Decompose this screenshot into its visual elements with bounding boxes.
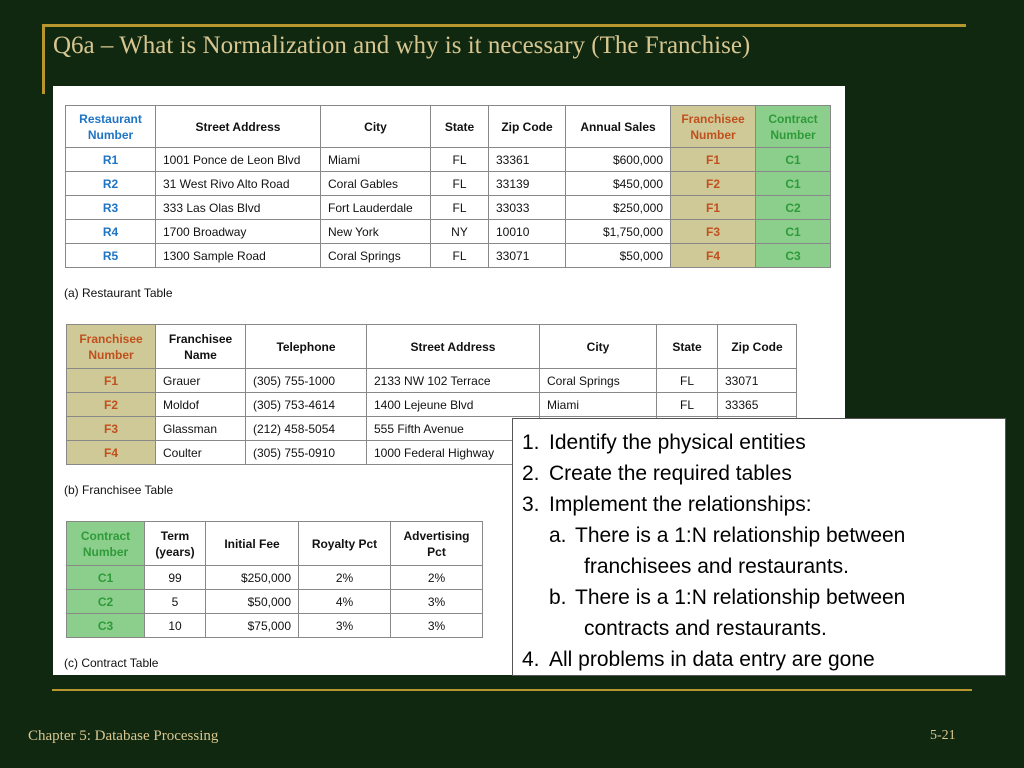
col-franchisee-name: Franchisee Name (156, 325, 246, 369)
cell: $250,000 (206, 566, 299, 590)
table-header-row (67, 325, 797, 369)
col-city: City (540, 325, 657, 369)
cell: C1 (756, 172, 831, 196)
restaurant-table (65, 105, 831, 268)
cell: FL (657, 393, 718, 417)
col-restaurant-number: Restaurant Number (66, 106, 156, 148)
cell: C1 (67, 566, 145, 590)
cell: F3 (67, 417, 156, 441)
cell: 33033 (489, 196, 566, 220)
cell: C3 (67, 614, 145, 638)
cell: $600,000 (566, 148, 671, 172)
col-telephone: Telephone (246, 325, 367, 369)
col-zip-code: Zip Code (489, 106, 566, 148)
col-franchisee-number: Franchisee Number (67, 325, 156, 369)
cell: Coulter (156, 441, 246, 465)
list-number: 1. (522, 431, 540, 454)
cell: (305) 755-1000 (246, 369, 367, 393)
contract-table (66, 521, 483, 638)
col-city: City (321, 106, 431, 148)
cell: Miami (540, 393, 657, 417)
cell: Glassman (156, 417, 246, 441)
col-annual-sales: Annual Sales (566, 106, 671, 148)
cell: $50,000 (206, 590, 299, 614)
cell: FL (431, 172, 489, 196)
cell: F1 (67, 369, 156, 393)
table-row (67, 614, 483, 638)
list-number: 3. (522, 493, 540, 516)
cell: 3% (391, 614, 483, 638)
table-row (66, 148, 831, 172)
col-royalty-pct: Royalty Pct (299, 522, 391, 566)
table-row (66, 220, 831, 244)
list-item (522, 458, 1005, 489)
cell: F4 (671, 244, 756, 268)
cell: 10010 (489, 220, 566, 244)
cell: C3 (756, 244, 831, 268)
list-text: All problems in data entry are gone (549, 648, 875, 671)
table-row (66, 244, 831, 268)
cell: FL (431, 244, 489, 268)
cell: C1 (756, 148, 831, 172)
col-term-years: Term (years) (145, 522, 206, 566)
cell: 99 (145, 566, 206, 590)
cell: F1 (671, 148, 756, 172)
list-number: 4. (522, 648, 540, 671)
restaurant-table-caption: (a) Restaurant Table (64, 286, 173, 300)
left-rule (42, 24, 45, 94)
sub-list-item (522, 582, 1005, 613)
cell: C2 (756, 196, 831, 220)
cell: C2 (67, 590, 145, 614)
col-contract-number: Contract Number (756, 106, 831, 148)
cell: 3% (299, 614, 391, 638)
cell: 4% (299, 590, 391, 614)
bottom-rule (52, 689, 972, 691)
footer-page-number: 5-21 (930, 728, 956, 743)
table-row (66, 196, 831, 220)
cell: F1 (671, 196, 756, 220)
list-text: There is a 1:N relationship between (575, 586, 906, 609)
cell: New York (321, 220, 431, 244)
sub-list-item (522, 520, 1005, 551)
list-text: There is a 1:N relationship between (575, 524, 906, 547)
cell: 33365 (718, 393, 797, 417)
col-street-address: Street Address (367, 325, 540, 369)
franchisee-table-caption: (b) Franchisee Table (64, 483, 174, 497)
list-text: Create the required tables (549, 462, 792, 485)
cell: Coral Gables (321, 172, 431, 196)
cell: 10 (145, 614, 206, 638)
cell: NY (431, 220, 489, 244)
table-header-row (67, 522, 483, 566)
cell: 1000 Federal Highway (367, 441, 540, 465)
cell: 2% (299, 566, 391, 590)
table-header-row (66, 106, 831, 148)
cell: 333 Las Olas Blvd (156, 196, 321, 220)
slide-title: Q6a – What is Normalization and why is it necessary (The Franchise) (53, 32, 751, 59)
cell: R4 (66, 220, 156, 244)
list-number: 2. (522, 462, 540, 485)
cell: 1001 Ponce de Leon Blvd (156, 148, 321, 172)
top-rule (42, 24, 966, 27)
cell: 1300 Sample Road (156, 244, 321, 268)
cell: 33139 (489, 172, 566, 196)
table-row (67, 566, 483, 590)
table-row (66, 172, 831, 196)
cell: 31 West Rivo Alto Road (156, 172, 321, 196)
cell: $75,000 (206, 614, 299, 638)
cell: 2133 NW 102 Terrace (367, 369, 540, 393)
list-item (522, 644, 1005, 675)
cell: R3 (66, 196, 156, 220)
cell: 33071 (718, 369, 797, 393)
footer-chapter: Chapter 5: Database Processing (28, 728, 219, 744)
cell: Miami (321, 148, 431, 172)
cell: 2% (391, 566, 483, 590)
cell: FL (431, 148, 489, 172)
cell: $450,000 (566, 172, 671, 196)
cell: 3% (391, 590, 483, 614)
cell: R5 (66, 244, 156, 268)
cell: Coral Springs (321, 244, 431, 268)
cell: Fort Lauderdale (321, 196, 431, 220)
cell: Grauer (156, 369, 246, 393)
cell: C1 (756, 220, 831, 244)
col-franchisee-number: Franchisee Number (671, 106, 756, 148)
cell: (305) 755-0910 (246, 441, 367, 465)
cell: 1400 Lejeune Blvd (367, 393, 540, 417)
cell: 5 (145, 590, 206, 614)
contract-table-caption: (c) Contract Table (64, 656, 159, 670)
cell: 33071 (489, 244, 566, 268)
cell: (212) 458-5054 (246, 417, 367, 441)
list-text: Identify the physical entities (549, 431, 806, 454)
table-row (67, 369, 797, 393)
col-zip-code: Zip Code (718, 325, 797, 369)
cell: FL (431, 196, 489, 220)
list-item (522, 427, 1005, 458)
cell: F4 (67, 441, 156, 465)
list-text: Implement the relationships: (549, 493, 812, 516)
list-item (522, 489, 1005, 520)
list-text-continued: franchisees and restaurants. (584, 555, 849, 578)
col-contract-number: Contract Number (67, 522, 145, 566)
cell: 555 Fifth Avenue (367, 417, 540, 441)
cell: FL (657, 369, 718, 393)
cell: (305) 753-4614 (246, 393, 367, 417)
list-number: b. (549, 586, 567, 609)
cell: F2 (67, 393, 156, 417)
cell: 33361 (489, 148, 566, 172)
list-number: a. (549, 524, 567, 547)
steps-box (512, 418, 1006, 676)
cell: $1,750,000 (566, 220, 671, 244)
cell: F2 (671, 172, 756, 196)
cell: Moldof (156, 393, 246, 417)
col-state: State (657, 325, 718, 369)
col-initial-fee: Initial Fee (206, 522, 299, 566)
table-row (67, 590, 483, 614)
cell: 1700 Broadway (156, 220, 321, 244)
cell: $50,000 (566, 244, 671, 268)
col-advertising-pct: Advertising Pct (391, 522, 483, 566)
list-text-continued: contracts and restaurants. (584, 617, 827, 640)
col-street-address: Street Address (156, 106, 321, 148)
cell: R1 (66, 148, 156, 172)
cell: F3 (671, 220, 756, 244)
cell: R2 (66, 172, 156, 196)
cell: Coral Springs (540, 369, 657, 393)
col-state: State (431, 106, 489, 148)
cell: $250,000 (566, 196, 671, 220)
table-row (67, 393, 797, 417)
